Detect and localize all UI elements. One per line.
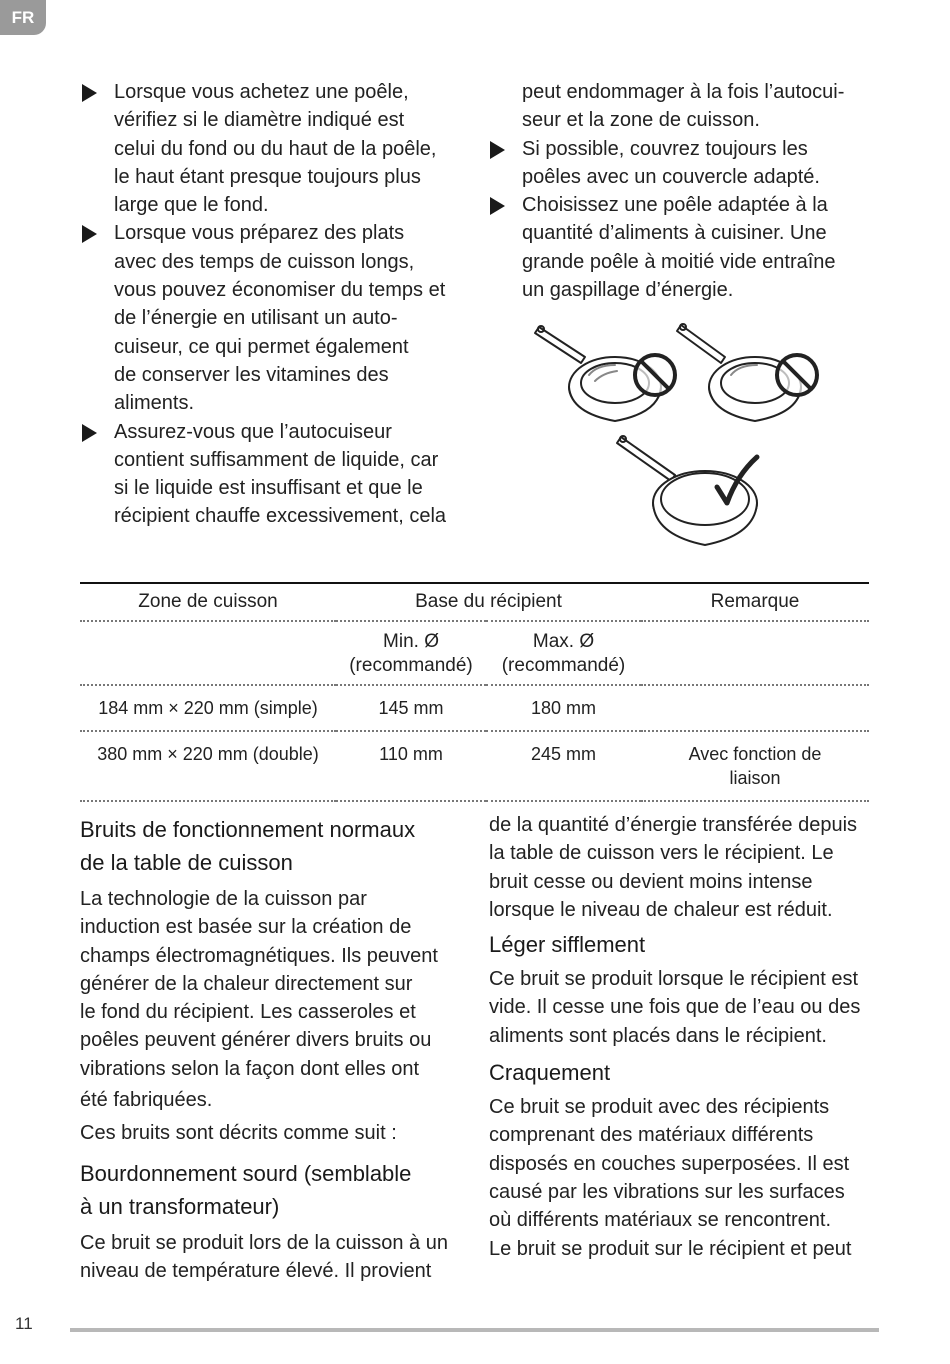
paragraph [80,1229,475,1286]
paragraph [489,1093,879,1263]
text-line: Ce bruit se produit avec des récipients [489,1096,830,1119]
cell-min: 145 mm [336,685,486,731]
cell-remark [641,685,869,731]
text-line: générer de la chaleur directement sur [80,972,413,995]
section-heading: Craquement [489,1060,611,1086]
text-line: à un transformateur) [80,1193,280,1219]
text-line: de la quantité d’énergie transférée depuis [489,814,858,836]
text-line: comprenant des matériaux différents [489,1124,814,1147]
text-line: aliments. [114,392,195,415]
language-label: FR [11,7,35,27]
text-line: induction est basée sur la création de [80,916,412,939]
arrow-bullet-icon [82,225,97,243]
text-line: poêles avec un couvercle adapté. [522,165,820,188]
text-line: Bourdonnement sourd (semblable [80,1160,412,1186]
page-number: 11 [15,1314,33,1333]
text-line: de conserver les vitamines des [114,363,389,386]
cell-max: 245 mm [486,731,641,801]
text-line: contient suffisamment de liquide, car [114,448,439,471]
bullet-item [81,418,476,531]
column-header: Zone de cuisson [80,583,336,621]
column-header: Remarque [641,583,869,621]
text-line: (recommandé) [501,655,626,676]
text-line: Si possible, couvrez toujours les [522,137,808,160]
cell-max: 180 mm [486,685,641,731]
left-bullet-list [81,78,476,531]
footer-rule [70,1328,879,1332]
continued-text [489,78,879,135]
sub-header-max [486,621,641,685]
text-line: Choisissez une poêle adaptée à la [522,194,828,217]
text-line: celui du fond ou du haut de la poêle, [114,137,437,160]
left-text-column [80,813,475,1285]
text-line: Ce bruit se produit lorsque le récipient est [489,968,859,991]
text-line: le fond du récipient. Les casseroles et [80,1001,416,1024]
text-line: peut endommager à la fois l’autocui- [522,81,845,103]
arrow-bullet-icon [490,197,505,215]
text-line: la table de cuisson vers le récipient. Le [489,842,834,865]
text-line: Bruits de fonctionnement normaux [80,817,416,842]
pan-size-table [80,582,869,802]
text-line: Assurez-vous que l’autocuiseur [114,420,392,443]
text-line: disposés en couches superposées. Il est [489,1152,850,1175]
arrow-bullet-icon [82,424,97,442]
text-line: aliments sont placés dans le récipient. [489,1024,827,1047]
prohibited-icon-2 [777,355,817,395]
text-line: poêles peuvent générer divers bruits ou [80,1029,432,1052]
sub-header-min [336,621,486,685]
paragraph [80,885,475,1114]
section-heading: Léger sifflement [489,932,646,958]
text-line: le haut étant presque toujours plus [114,165,421,188]
text-line: de la table de cuisson [80,850,293,875]
text-line: Min. Ø [383,631,439,652]
table-row [80,731,869,801]
text-line: Avec fonction de [688,744,822,764]
right-text-column [489,811,879,1263]
text-line: seur et la zone de cuisson. [522,109,760,132]
paragraph [489,965,879,1050]
text-line: quantité d’aliments à cuisiner. Une [522,222,827,245]
text-line: Max. Ø [532,631,595,652]
text-line: vérifiez si le diamètre indiqué est [114,109,405,132]
text-line: Le bruit se produit sur le récipient et peut [489,1237,852,1260]
section-heading [80,1157,475,1223]
text-line: Lorsque vous préparez des plats [114,222,405,245]
text-line: (recommandé) [349,655,473,676]
arrow-bullet-icon [82,84,97,102]
pan-size-illustration [525,315,825,555]
text-line: de l’énergie en utilisant un auto- [114,307,398,330]
text-line: niveau de température élevé. Il provient [80,1259,432,1282]
table-subheader-row [80,621,869,685]
text-line: Lorsque vous achetez une poêle, [114,81,409,103]
text-line: lorsque le niveau de chaleur est réduit. [489,898,833,921]
text-line: Ce bruit se produit lors de la cuisson à un [80,1231,448,1254]
bullet-item [489,135,879,192]
text-line: avec des temps de cuisson longs, [114,250,415,273]
text-line: cuiseur, ce qui permet également [114,335,409,358]
text-line: été fabriquées. [80,1089,213,1112]
text-line: large que le fond. [114,194,269,217]
language-tab [0,0,46,35]
cell-zone: 380 mm × 220 mm (double) [80,731,336,801]
bullet-item [81,219,476,417]
text-line: où différents matériaux se rencontrent. [489,1209,832,1232]
section-heading [80,813,475,879]
cell-remark [641,731,869,801]
table-header-row [80,583,869,621]
text-line: bruit cesse ou devient moins intense [489,870,813,893]
right-bullet-list [489,78,879,304]
text-line: vous pouvez économiser du temps et [114,279,446,302]
cell-zone: 184 mm × 220 mm (simple) [80,685,336,731]
text-line: si le liquide est insuffisant et que le [114,477,423,500]
text-line: liaison [729,768,781,788]
arrow-bullet-icon [490,141,505,159]
column-header: Base du récipient [336,583,641,621]
text-line: vide. Il cesse une fois que de l’eau ou des [489,996,861,1019]
text-line: vibrations selon la façon dont elles ont [80,1057,420,1080]
bullet-item [81,78,476,219]
paragraph [489,811,879,924]
paragraph: Ces bruits sont décrits comme suit : [80,1122,397,1145]
text-line: champs électromagnétiques. Ils peuvent [80,944,438,967]
text-line: grande poêle à moitié vide entraîne [522,250,836,273]
text-line: récipient chauffe excessivement, cela [114,505,447,528]
table-row [80,685,869,731]
text-line: La technologie de la cuisson par [80,888,367,910]
text-line: un gaspillage d’énergie. [522,279,734,302]
bullet-item [489,191,879,304]
cell-min: 110 mm [336,731,486,801]
correct-pan-illustration [617,436,757,545]
prohibited-icon [635,355,675,395]
text-line: causé par les vibrations sur les surfaces [489,1180,845,1203]
